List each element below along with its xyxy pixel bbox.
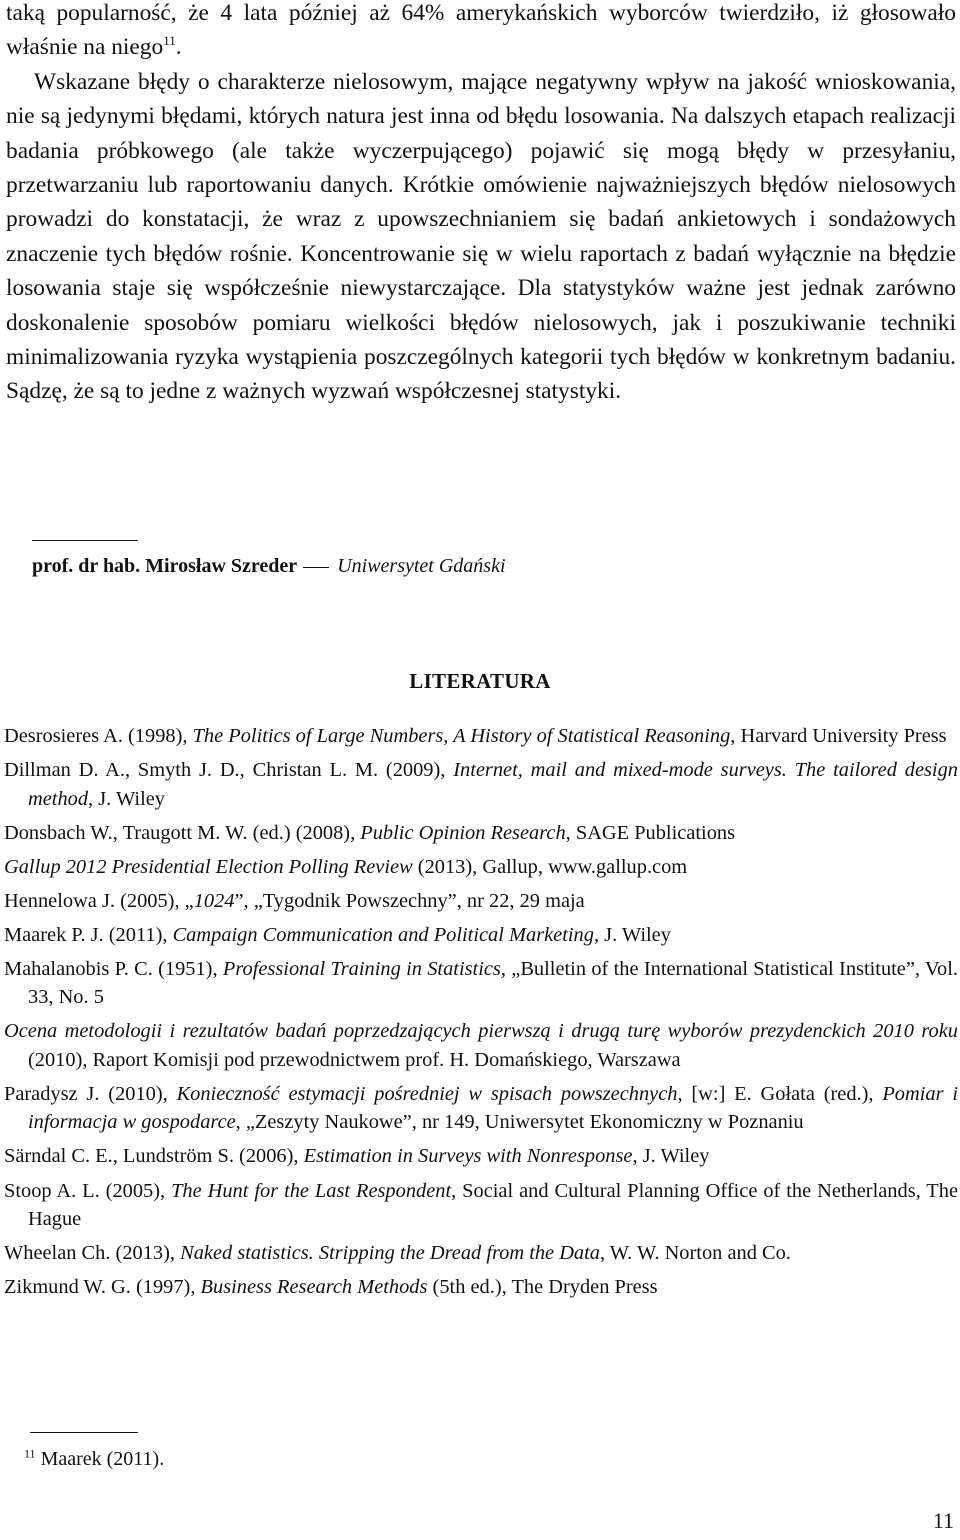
author-name: prof. dr hab. Mirosław Szreder (32, 555, 298, 577)
reference-item (4, 1273, 958, 1301)
reference-item (4, 1239, 958, 1267)
reference-text: Desrosieres A. (1998), (4, 725, 193, 747)
reference-title: Business Research Methods (200, 1276, 428, 1299)
literature-heading: LITERATURA (409, 669, 551, 693)
reference-text: Maarek P. J. (2011), (4, 923, 173, 946)
reference-item (4, 756, 958, 813)
reference-item (4, 1142, 958, 1170)
reference-text: , J. Wiley (632, 1145, 710, 1168)
paragraph-1-text: taką popularność, że 4 lata później aż 64% amerykańskich wyborców twierdziło, iż głosowało właśnie na niego (6, 0, 956, 61)
author-affiliation: Uniwersytet Gdański (337, 555, 506, 577)
reference-text: Zikmund W. G. (1997), (4, 1276, 201, 1299)
footnote-number: 11 (24, 1446, 36, 1461)
reference-title: Naked statistics. Stripping the Dread from the Data (180, 1242, 600, 1265)
reference-title: Public Opinion Research (360, 821, 566, 844)
reference-text: Dillman D. A., Smyth J. D., Christan L. M. (2009), (4, 759, 454, 782)
em-dash (303, 567, 329, 568)
paragraph-2: Wskazane błędy o charakterze nielosowym, mające negatywny wpływ na jakość wnioskowania, nie są jedynymi błędami, których natura jest inna od błędu losowania. Na dalszych etapach realizacji badania próbkowego (ale także wyczerpującego) pojawić się mogą błędy w przesyłaniu, przetwarzaniu lub raportowaniu danych. Krótkie omówienie najważniejszych błędów nielosowych prowadzi do konstatacji, że wraz z upowszechnianiem się badań ankietowych i sondażowych znaczenie tych błędów rośnie. Koncentrowanie się w wielu raportach z badań wyłącznie na błędzie losowania staje się współcześnie niewystarczające. Dla statystyków ważne jest jednak zarówno doskonalenie sposobów pomiaru wielkości błędów nielosowych, jak i poszukiwanie techniki minimalizowania ryzyka wystąpienia poszczególnych kategorii tych błędów w konkretnym badaniu. Sądzę, że są to jedne z ważnych wyzwań współczesnej statystyki. (6, 68, 956, 405)
footnote-reference: 11 (163, 33, 176, 49)
reference-text: Donsbach W., Traugott M. W. (ed.) (2008), (4, 821, 361, 844)
reference-item (4, 819, 958, 847)
reference-text: (5th ed.), The Dryden Press (427, 1276, 658, 1299)
reference-text: , „Bulletin of the International Statistical Institute”, Vol. 33, No. 5 (28, 957, 958, 1009)
reference-text: Paradysz J. (2010), (4, 1082, 177, 1105)
reference-text: Mahalanobis P. C. (1951), (4, 957, 223, 980)
reference-title: The Hunt for the Last Respondent (171, 1179, 452, 1202)
footnote-text: Maarek (2011). (35, 1448, 165, 1470)
reference-text: (2013), Gallup, www.gallup.com (412, 855, 688, 878)
author-signature (32, 552, 506, 580)
reference-item (4, 1177, 958, 1234)
reference-item (4, 1080, 958, 1137)
reference-title: Pomiar i informacja w gospodarce (28, 1082, 958, 1134)
reference-item (4, 955, 958, 1012)
reference-text: , J. Wiley (593, 923, 671, 946)
reference-title: Estimation in Surveys with Nonresponse (303, 1145, 633, 1168)
reference-item (4, 722, 958, 750)
reference-text: , J. Wiley (88, 787, 165, 810)
reference-text: , W. W. Norton and Co. (599, 1242, 791, 1265)
paragraph-1-end: . (175, 34, 182, 61)
paragraph-continued (6, 0, 956, 65)
reference-text: , Harvard University Press (730, 725, 947, 747)
reference-item (4, 887, 958, 915)
reference-title: Professional Training in Statistics (222, 957, 501, 980)
reference-text: Wheelan Ch. (2013), (4, 1242, 181, 1265)
reference-item (4, 853, 958, 881)
reference-title: The Politics of Large Numbers, A History of Statistical Reasoning (192, 725, 731, 747)
reference-text: Särndal C. E., Lundström S. (2006), (4, 1145, 304, 1168)
reference-text: , Social and Cultural Planning Office of the Netherlands, The Hague (28, 1179, 958, 1230)
reference-title: Konieczność estymacji pośredniej w spisach powszechnych (176, 1082, 678, 1105)
footnote (24, 1444, 164, 1474)
signature-separator (32, 540, 138, 541)
reference-text: Hennelowa J. (2005), „ (4, 889, 194, 912)
reference-title: Internet, mail and mixed-mode surveys. The tailored design method (28, 759, 958, 810)
page-number: 11 (932, 1508, 954, 1533)
reference-text: , SAGE Publications (565, 821, 736, 844)
body-text (6, 0, 956, 409)
reference-item (4, 921, 958, 949)
reference-text: (2010), Raport Komisji pod przewodnictwem prof. H. Domańskiego, Warszawa (28, 1048, 681, 1071)
footnote-separator (30, 1432, 138, 1433)
reference-title: 1024 (193, 889, 235, 912)
reference-list (4, 722, 958, 1307)
reference-title: Ocena metodologii i rezultatów badań poprzedzających pierwszą i drugą turę wyborów prezydenckich 2010 roku (4, 1020, 958, 1043)
reference-item (4, 1017, 958, 1074)
reference-title: Gallup 2012 Presidential Election Polling Review (4, 855, 413, 878)
reference-text: , [w:] E. Gołata (red.), (677, 1082, 883, 1105)
reference-text: ”, „Tygodnik Powszechny”, nr 22, 29 maja (234, 889, 585, 912)
reference-text: , „Zeszyty Naukowe”, nr 149, Uniwersytet Ekonomiczny w Poznaniu (235, 1111, 804, 1134)
reference-title: Campaign Communication and Political Marketing (172, 923, 594, 946)
reference-text: Stoop A. L. (2005), (4, 1179, 172, 1202)
